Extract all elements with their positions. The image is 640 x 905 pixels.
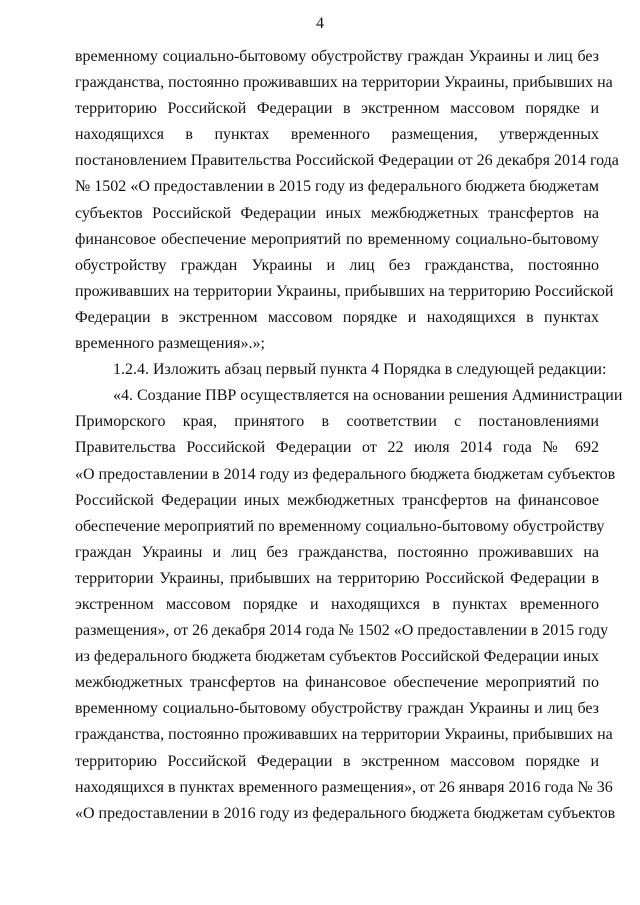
text-line: «О предоставлении в 2016 году из федерального бюджета бюджетам субъектов <box>75 804 616 822</box>
page-number: 4 <box>316 15 324 32</box>
text-line: финансовое обеспечение мероприятий по временному социально-бытовому <box>75 230 599 248</box>
text-line: обеспечение мероприятий по временному социально-бытовому обустройству <box>75 517 605 535</box>
text-line: из федерального бюджета бюджетам субъектов Российской Федерации иных <box>75 648 600 666</box>
text-line: территории Украины, прибывших на территорию Российской Федерации в <box>75 569 599 587</box>
text-line: Приморского края, принятого в соответствии с постановлениями <box>75 413 599 431</box>
document-body <box>75 44 623 827</box>
text-line: обустройству граждан Украины и лиц без гражданства, постоянно <box>75 256 599 274</box>
text-line: территорию Российской Федерации в экстренном массовом порядке и <box>75 752 599 770</box>
text-line: временному социально-бытовому обустройству граждан Украины и лиц без <box>75 48 599 65</box>
text-line: граждан Украины и лиц без гражданства, постоянно проживавших на <box>75 543 599 561</box>
text-line: находящихся в пунктах временного размещения», от 26 января 2016 года № 36 <box>75 778 613 796</box>
text-line: Российской Федерации иных межбюджетных трансфертов на финансовое <box>75 491 599 509</box>
text-line: размещения», от 26 декабря 2014 года № 1502 «О предоставлении в 2015 году <box>75 622 609 640</box>
section-heading-1-2-4: 1.2.4. Изложить абзац первый пункта 4 Порядка в следующей редакции: <box>113 361 607 379</box>
text-line: Правительства Российской Федерации от 22 июля 2014 года № 692 <box>75 439 599 457</box>
text-line: временному социально-бытовому обустройству граждан Украины и лиц без <box>75 700 599 718</box>
text-line: «4. Создание ПВР осуществляется на основании решения Администрации <box>113 387 623 405</box>
text-line: экстренном массовом порядке и находящихся в пунктах временного <box>75 595 599 613</box>
text-line: «О предоставлении в 2014 году из федерального бюджета бюджетам субъектов <box>75 465 616 483</box>
text-line: гражданства, постоянно проживавших на территории Украины, прибывших на <box>75 74 613 92</box>
text-line: находящихся в пунктах временного размещения, утвержденных <box>75 126 599 144</box>
text-line: постановлением Правительства Российской Федерации от 26 декабря 2014 года <box>75 152 619 170</box>
text-line: Федерации в экстренном массовом порядке и находящихся в пунктах <box>75 308 599 326</box>
text-line: межбюджетных трансфертов на финансовое обеспечение мероприятий по <box>75 674 599 692</box>
text-line: гражданства, постоянно проживавших на территории Украины, прибывших на <box>75 726 613 744</box>
text-line: временного размещения».»; <box>75 335 265 353</box>
text-line: проживавших на территории Украины, прибывших на территорию Российской <box>75 282 614 300</box>
text-line: № 1502 «О предоставлении в 2015 году из федерального бюджета бюджетам <box>75 178 599 196</box>
text-line: субъектов Российской Федерации иных межбюджетных трансфертов на <box>75 204 599 222</box>
text-line: территорию Российской Федерации в экстренном массовом порядке и <box>75 100 599 118</box>
